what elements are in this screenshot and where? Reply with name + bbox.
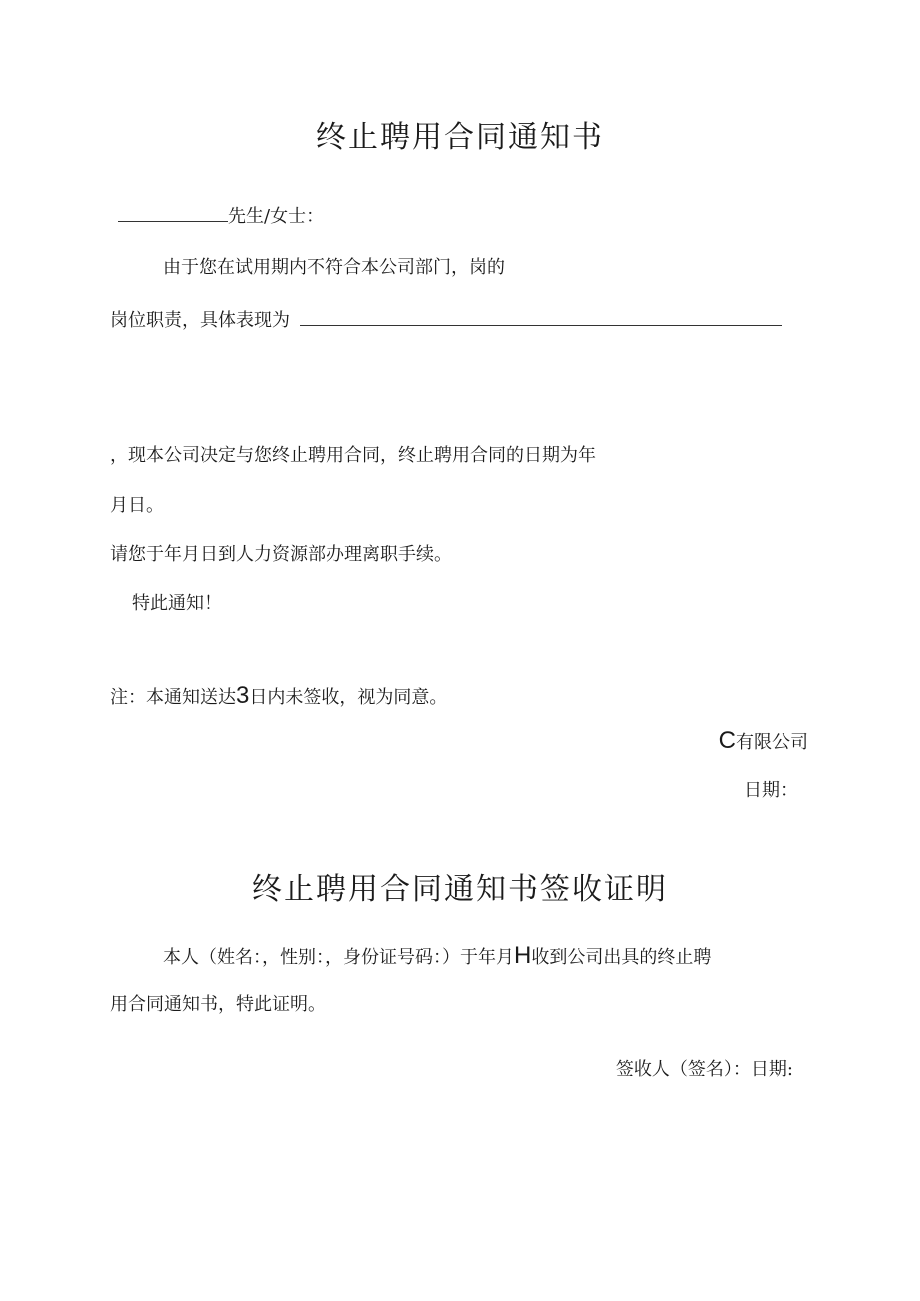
paragraph-3: 请您于年月日到人力资源部办理离职手续。 xyxy=(110,544,452,565)
receipt-line-1 xyxy=(163,944,711,970)
notice-title: 终止聘用合同通知书 xyxy=(316,120,604,155)
note-number: 3 xyxy=(236,682,250,709)
duties-blank[interactable] xyxy=(300,307,782,326)
paragraph-2-line-2: 月日。 xyxy=(110,495,164,516)
paragraph-1-line-1: 由于您在试用期内不符合本公司部门，岗的 xyxy=(163,257,505,278)
company-letter: C xyxy=(718,727,736,754)
paragraph-2-line-1: ，现本公司决定与您终止聘用合同，终止聘用合同的日期为年 xyxy=(110,445,596,466)
receipt-line-1-prefix: 本人（姓名：，性别：，身份证号码：）于年月 xyxy=(163,947,514,968)
receipt-signature: 签收人（签名）：日期: xyxy=(615,1059,793,1080)
closing-text: 特此通知！ xyxy=(132,593,222,614)
receipt-line-1-letter: H xyxy=(514,942,532,969)
note-line xyxy=(110,684,447,710)
receipt-line-1-suffix: 收到公司出具的终止聘 xyxy=(531,947,712,968)
salutation-line xyxy=(118,203,324,229)
duties-label: 岗位职责，具体表现为 xyxy=(110,310,290,331)
company-suffix: 有限公司 xyxy=(736,732,808,753)
salutation-text: 先生/女士： xyxy=(228,206,325,227)
notice-date-label: 日期： xyxy=(744,780,798,801)
receipt-title: 终止聘用合同通知书签收证明 xyxy=(252,872,668,907)
paragraph-1-line-2 xyxy=(110,307,782,333)
company-name xyxy=(719,729,808,755)
note-suffix: 日内未签收，视为同意。 xyxy=(249,687,448,708)
name-blank[interactable] xyxy=(118,203,228,222)
receipt-line-2: 用合同通知书，特此证明。 xyxy=(110,994,326,1015)
note-prefix: 注：本通知送达 xyxy=(110,687,236,708)
